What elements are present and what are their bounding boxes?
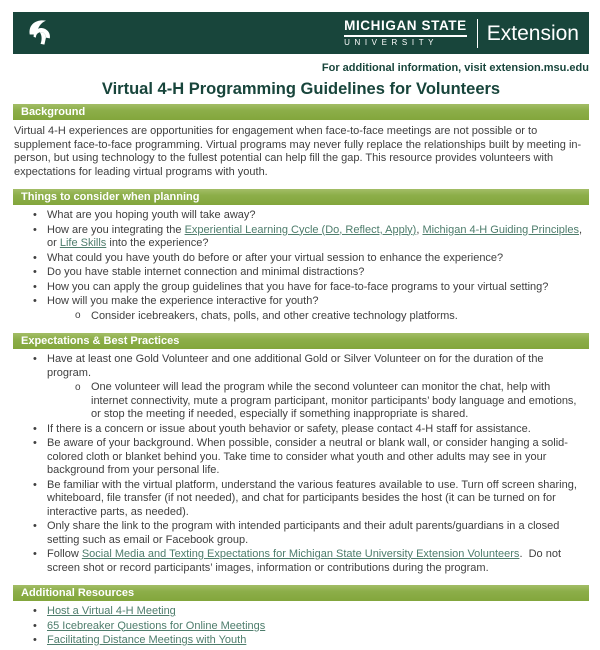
wordmark-line2: UNIVERSITY (344, 37, 439, 47)
page-title: Virtual 4-H Programming Guidelines for Volunteers (101, 80, 501, 98)
text-segment: Be aware of your background. When possible, consider a neutral or blank wall, or consider hanging a solid-colored cloth or blanket behind you. Take time to consider what youth and other adults may see in your background from your personal life. (47, 437, 568, 476)
section-additional-resources (13, 585, 589, 648)
text-segment: What could you have youth do before or after your virtual session to enhance the experience? (47, 251, 504, 264)
text-segment: , (416, 223, 423, 236)
list-item (25, 353, 589, 380)
list-item (25, 620, 589, 634)
bullet-list (13, 605, 589, 648)
section-background (13, 104, 589, 179)
text-segment: What are you hoping youth will take away? (47, 209, 256, 221)
text-segment: How you can apply the group guidelines that you have for face-to-face programs to your virtual setting? (47, 280, 549, 293)
text-segment: How are you integrating the (47, 223, 185, 236)
section-heading: Additional Resources (13, 585, 589, 601)
link-life-skills[interactable]: Life Skills (59, 237, 107, 249)
wordmark-divider (477, 19, 478, 48)
msu-extension-banner (13, 12, 589, 54)
spartan-helmet-icon (21, 15, 59, 51)
text-segment: Do you have stable internet connection and minimal distractions? (47, 266, 365, 278)
text-segment: Consider icebreakers, chats, polls, and other creative technology platforms. (91, 309, 458, 322)
list-item (25, 548, 589, 575)
bullet-list (13, 209, 589, 323)
list-item (25, 479, 589, 520)
text-segment: One volunteer will lead the program while the second volunteer can monitor the chat, help with internet connectivity, mute a program participant, monitor participants’ body language and emotions, or stop the meeting if needed, especially if something inappropriate is shared. (91, 381, 577, 420)
link-social-media-and-texting-expectations-fo[interactable]: Social Media and Texting Expectations for Michigan State University Extension Volunteers (81, 548, 520, 560)
list-item (25, 423, 589, 437)
list-item (25, 605, 589, 619)
extension-label: Extension (486, 21, 579, 45)
section-heading: Things to consider when planning (13, 189, 589, 205)
list-item (25, 209, 589, 223)
link-65-icebreaker-questions-for-online-meeti[interactable]: 65 Icebreaker Questions for Online Meetings (47, 619, 266, 632)
list-item (73, 310, 589, 324)
section-expectations-best-practices (13, 333, 589, 575)
list-item (73, 381, 589, 422)
link-host-a-virtual-4-h-meeting[interactable]: Host a Virtual 4-H Meeting (47, 605, 176, 617)
text-segment: Follow (47, 548, 82, 560)
sections (13, 104, 589, 648)
list-item (25, 295, 589, 309)
msu-wordmark (344, 19, 467, 47)
bullet-list (13, 353, 589, 575)
list-item (25, 252, 589, 266)
text-segment: , or (47, 223, 583, 249)
section-heading: Expectations & Best Practices (13, 333, 589, 349)
text-segment: Only share the link to the program with intended participants and their adult parents/guardians in a closed setting such as email or Facebook group. (47, 520, 560, 546)
list-item (25, 634, 589, 648)
section-heading: Background (13, 104, 589, 120)
msu-extension-wordmark (344, 19, 579, 48)
list-item (25, 266, 589, 280)
list-item (25, 437, 589, 478)
list-item (25, 520, 589, 547)
section-things-to-consider-when-planning (13, 189, 589, 323)
text-segment: If there is a concern or issue about youth behavior or safety, please contact 4-H staff for assistance. (47, 422, 531, 435)
link-experiential-learning-cycle-do-reflect-a[interactable]: Experiential Learning Cycle (Do, Reflect, Apply) (184, 223, 417, 236)
list-item (25, 224, 589, 251)
text-segment: . Do not screen shot or record participants’ images, information or contributions during the program. (47, 548, 562, 574)
info-line: For additional information, visit extension.msu.edu (321, 62, 589, 74)
link-facilitating-distance-meetings-with-yout[interactable]: Facilitating Distance Meetings with Youth (47, 634, 247, 646)
text-segment: into the experience? (106, 237, 209, 249)
wordmark-line1: MICHIGAN STATE (344, 19, 467, 37)
text-segment: How will you make the experience interactive for youth? (47, 295, 319, 307)
link-michigan-4-h-guiding-principles[interactable]: Michigan 4-H Guiding Principles (422, 223, 579, 236)
text-segment: Be familiar with the virtual platform, understand the various features available to use. Turn off screen sharing, whiteboard, file transfer (if not needed), and chat for participants besides the host (it can be turned on for interactive parts, as needed). (47, 478, 577, 518)
text-segment: Have at least one Gold Volunteer and one additional Gold or Silver Volunteer on for the duration of the program. (47, 353, 544, 379)
list-item (25, 281, 589, 295)
paragraph: Virtual 4-H experiences are opportunities for engagement when face-to-face meetings are not possible or to supplement face-to-face programming. Virtual programs may never fully replace the relationships built by meeting in-person, but using technology to the fullest potential can help fill the gap. This resource provides volunteers with expectations for leading virtual programs with youth. (14, 125, 582, 178)
